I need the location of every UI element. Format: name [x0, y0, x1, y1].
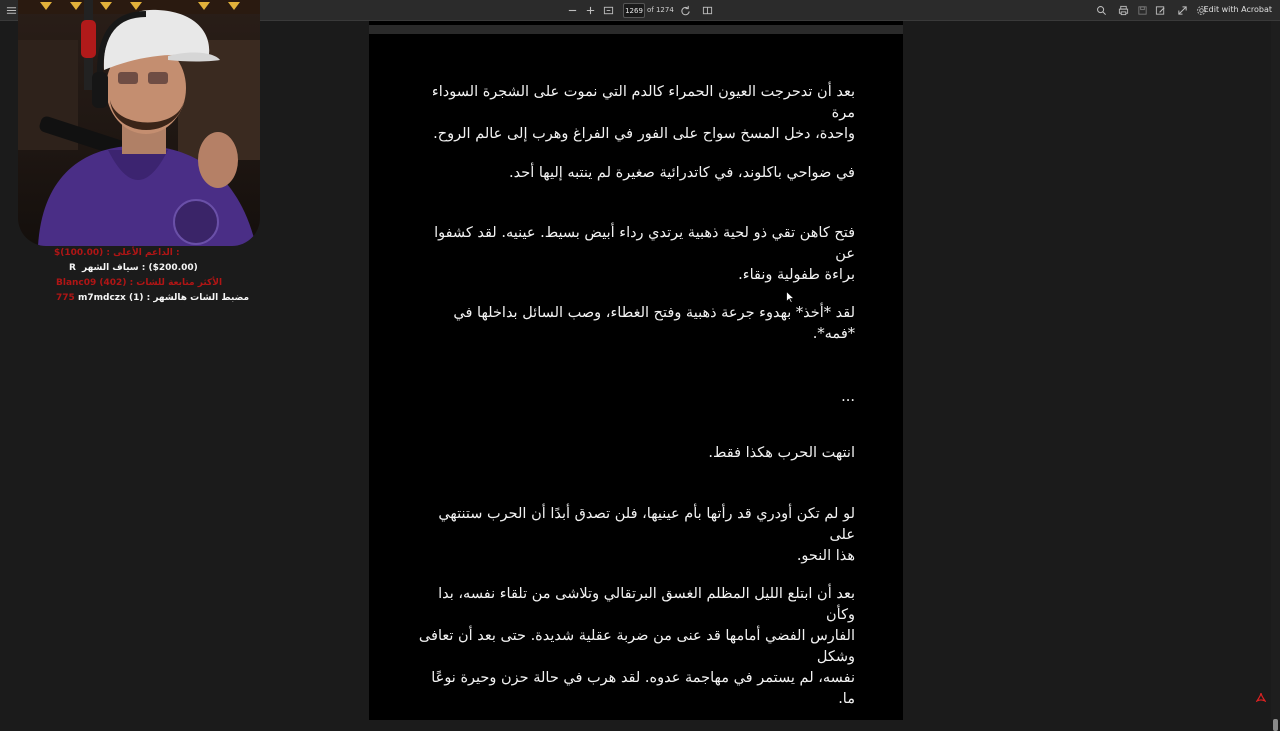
- vertical-scrollbar[interactable]: [1271, 21, 1280, 720]
- save-icon[interactable]: [1136, 0, 1148, 20]
- paragraph: بعد أن تدحرجت العيون الحمراء كالدم التي نموت على الشجرة السوداء مرة واحدة، دخل المسخ سواح على الفور في الفراغ وهرب إلى عالم الروح.: [431, 84, 855, 142]
- paragraph: لقد *أخذ* بهدوء جرعة ذهبية وفتح الغطاء، وصب السائل بداخلها في *فمه*.: [453, 305, 855, 342]
- monthly-sword-prefix: R: [69, 263, 76, 273]
- chat-moderator-number: 775: [56, 293, 75, 303]
- paragraph: في ضواحي باكلوند، في كاتدرائية صغيرة لم ينتبه إليها أحد.: [509, 165, 855, 181]
- page-separator: [369, 25, 903, 34]
- ellipsis-line: ...: [841, 389, 855, 405]
- mouse-cursor-icon: [786, 291, 794, 303]
- page-total: of 1274: [647, 6, 674, 14]
- top-supporter-line: $(100.00) : الداعم الأعلى :: [54, 248, 180, 258]
- paragraph: لو لم تكن أودري قد رأتها بأم عينيها، فلن تصدق أبدًا أن الحرب ستنتهي على هذا النحو.: [438, 506, 855, 564]
- expand-icon[interactable]: [1176, 0, 1188, 20]
- paragraph: فتح كاهن تقي ذو لحية ذهبية يرتدي رداء أبيض بسيط. عينيه. لقد كشفوا عن براءة طفولية ونقاء.: [434, 225, 855, 283]
- edit-with-acrobat-button[interactable]: Edit with Acrobat: [1203, 5, 1272, 14]
- scrollbar-thumb[interactable]: [1273, 719, 1278, 731]
- chat-moderator-line: m7mdczx (1) : مضبط الشات هالشهر: [78, 293, 250, 303]
- pdf-page: [369, 34, 903, 720]
- zoom-out-icon[interactable]: [566, 0, 578, 20]
- paragraph: بعد أن ابتلع الليل المظلم الغسق البرتقالي وتلاشى من تلقاء نفسه، بدا وكأن الفارس الفضي أمامها قد عنى من ضربة عقلية شديدة. حتى بعد أن تعافى وشكل نفسه، لم يستمر في مهاجمة عدوه. لقد هرب في حالة حزن وحيرة نوعًا ما.: [418, 586, 855, 707]
- sign-icon[interactable]: [1154, 0, 1166, 20]
- search-icon[interactable]: [1095, 0, 1107, 20]
- page-number-input[interactable]: 1269: [623, 3, 645, 18]
- menu-icon[interactable]: [4, 0, 18, 20]
- rotate-icon[interactable]: [679, 0, 691, 20]
- streamer-webcam: [18, 0, 260, 246]
- most-chat-line: Blanc09 (402) : الأكثر متابعة للشات: [56, 278, 223, 288]
- monthly-sword-line: ($200.00) : سياف الشهر: [82, 263, 198, 273]
- page-view-icon[interactable]: [701, 0, 714, 20]
- zoom-in-icon[interactable]: [584, 0, 596, 20]
- fit-page-icon[interactable]: [602, 0, 615, 20]
- acrobat-logo-icon: [1256, 692, 1266, 702]
- webcam-image: [18, 0, 260, 246]
- paragraph: انتهت الحرب هكذا فقط.: [708, 445, 855, 461]
- print-icon[interactable]: [1117, 0, 1129, 20]
